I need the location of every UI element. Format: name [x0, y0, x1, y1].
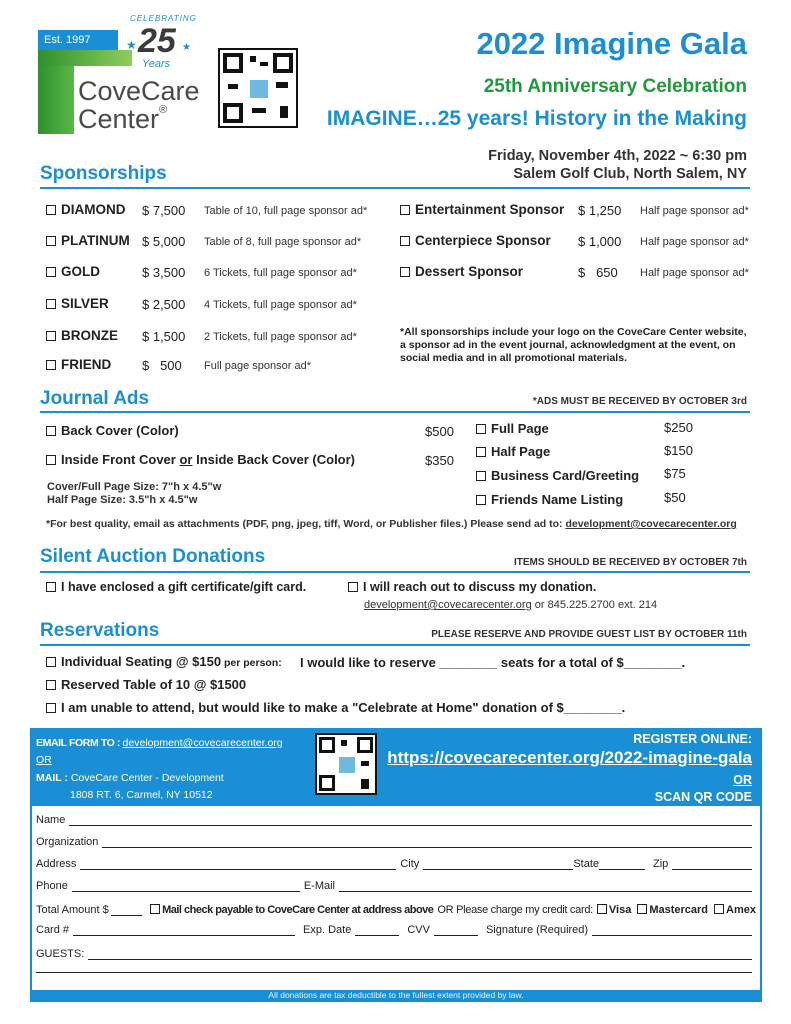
- name-field[interactable]: Name: [36, 814, 752, 826]
- sponsor-desc: Half page sponsor ad*: [640, 236, 749, 248]
- address-field[interactable]: [80, 858, 396, 870]
- sponsor-price: $ 5,000: [142, 234, 186, 249]
- exp-date-field[interactable]: [355, 924, 399, 936]
- logo-covecare: CoveCare: [78, 76, 200, 106]
- email-form-to: EMAIL FORM TO : development@covecarecenter.org: [36, 737, 283, 749]
- organization-field[interactable]: Organization: [36, 836, 752, 848]
- ad-business-card[interactable]: Business Card/Greeting: [476, 468, 639, 483]
- star-icon: ★: [182, 42, 191, 53]
- auction-deadline: ITEMS SHOULD BE RECEIVED BY OCTOBER 7th: [514, 557, 747, 568]
- checkbox[interactable]: [597, 904, 607, 914]
- reservations-heading: Reservations: [40, 620, 160, 641]
- signature-field[interactable]: [592, 924, 752, 936]
- logo: [38, 14, 200, 138]
- registration-panel: [30, 728, 762, 1002]
- auction-reach-out[interactable]: I will reach out to discuss my donation.: [348, 580, 596, 594]
- checkbox[interactable]: [46, 426, 56, 436]
- checkbox[interactable]: [46, 703, 56, 713]
- checkbox[interactable]: [46, 680, 56, 690]
- mail-address: 1808 RT. 6, Carmel, NY 10512: [70, 789, 213, 801]
- ad-price: $350: [425, 453, 454, 468]
- est-badge: Est. 1997: [38, 30, 118, 50]
- checkbox[interactable]: [637, 904, 647, 914]
- tax-note: All donations are tax deductible to the fullest extent provided by law.: [268, 990, 524, 1000]
- divider: [40, 187, 750, 189]
- sponsor-desc: 4 Tickets, full page sponsor ad*: [204, 299, 357, 311]
- phone-row: Phone E-Mail: [36, 880, 752, 892]
- sponsor-desc: Table of 10, full page sponsor ad*: [204, 205, 368, 217]
- event-date: Friday, November 4th, 2022 ~ 6:30 pm: [488, 148, 747, 164]
- checkbox[interactable]: [476, 471, 486, 481]
- logo-mark-top: [38, 50, 132, 66]
- sponsor-desc: Full page sponsor ad*: [204, 360, 312, 372]
- checkbox[interactable]: [46, 582, 56, 592]
- checkbox[interactable]: [46, 267, 56, 277]
- checkbox[interactable]: [46, 455, 56, 465]
- checkbox[interactable]: [400, 267, 410, 277]
- ad-price: $50: [664, 490, 686, 505]
- auction-gift-certificate[interactable]: I have enclosed a gift certificate/gift card.: [46, 580, 306, 594]
- checkbox[interactable]: [476, 424, 486, 434]
- visa-option[interactable]: Visa: [597, 902, 631, 916]
- checkbox[interactable]: [46, 205, 56, 215]
- ad-price: $500: [425, 424, 454, 439]
- celebrating-text: CELEBRATING: [130, 14, 197, 23]
- ad-friends-listing[interactable]: Friends Name Listing: [476, 492, 623, 507]
- sponsorship-note: *All sponsorships include your logo on the CoveCare Center website, a sponsor ad in the event journal, acknowledgment at the event, on social media and in all promotional materials.: [400, 326, 747, 364]
- reserved-table[interactable]: Reserved Table of 10 @ $1500: [46, 677, 246, 692]
- city-field[interactable]: [423, 858, 573, 870]
- address-row: Address City State Zip: [36, 858, 752, 870]
- journal-footnote: *For best quality, email as attachments (PDF, png, jpeg, tiff, Word, or Publisher files.) Please send ad to: development@covecarecenter.org: [46, 518, 737, 530]
- checkbox[interactable]: [476, 495, 486, 505]
- journal-deadline: *ADS MUST BE RECEIVED BY OCTOBER 3rd: [532, 396, 747, 407]
- checkbox[interactable]: [476, 447, 486, 457]
- sponsor-desc: Half page sponsor ad*: [640, 205, 749, 217]
- sponsor-price: $ 500: [142, 358, 182, 373]
- payment-row: Total Amount $ Mail check payable to CoveCare Center at address above OR Please charge my credit card: Visa Mastercard Amex: [36, 904, 756, 916]
- cvv-field[interactable]: [434, 924, 478, 936]
- individual-seating[interactable]: Individual Seating @ $150 per person:: [46, 654, 282, 669]
- register-online-label: REGISTER ONLINE:: [633, 732, 752, 746]
- qr-code[interactable]: [315, 733, 377, 795]
- tagline: IMAGINE…25 years! History in the Making: [326, 107, 747, 130]
- checkbox[interactable]: [46, 299, 56, 309]
- journal-email-link[interactable]: development@covecarecenter.org: [565, 518, 737, 530]
- auction-heading: Silent Auction Donations: [40, 546, 266, 567]
- state-field[interactable]: [599, 858, 645, 870]
- sponsor-price: $ 2,500: [142, 297, 186, 312]
- form-email-link[interactable]: development@covecarecenter.org: [122, 737, 283, 749]
- ad-price: $250: [664, 420, 693, 435]
- checkbox[interactable]: [46, 236, 56, 246]
- or-text: OR: [733, 773, 752, 787]
- divider: [40, 571, 750, 573]
- register-url-link[interactable]: https://covecarecenter.org/2022-imagine-gala: [387, 748, 752, 767]
- or-text: OR: [36, 754, 52, 766]
- sponsor-dessert[interactable]: Dessert Sponsor: [400, 264, 523, 279]
- reserve-seats-text: I would like to reserve ________ seats for a total of $________.: [300, 655, 686, 670]
- sponsor-platinum[interactable]: PLATINUM: [46, 233, 130, 248]
- checkbox[interactable]: [348, 582, 358, 592]
- sponsor-price: $ 3,500: [142, 265, 186, 280]
- mastercard-option[interactable]: Mastercard: [637, 902, 708, 916]
- mail-to: MAIL : CoveCare Center - Development: [36, 772, 224, 784]
- divider: [40, 644, 750, 646]
- sponsor-price: $ 1,250: [578, 203, 622, 218]
- sponsor-desc: 6 Tickets, full page sponsor ad*: [204, 267, 357, 279]
- sponsor-silver[interactable]: SILVER: [46, 296, 109, 311]
- ad-back-cover[interactable]: Back Cover (Color): [46, 423, 179, 438]
- ad-price: $75: [664, 466, 686, 481]
- divider: [40, 411, 750, 413]
- ad-price: $150: [664, 443, 693, 458]
- page-title: 2022 Imagine Gala: [476, 26, 747, 61]
- celebrate-at-home[interactable]: I am unable to attend, but would like to make a "Celebrate at Home" donation of $________.: [46, 700, 625, 715]
- sponsor-entertainment[interactable]: Entertainment Sponsor: [400, 202, 564, 217]
- ad-half-page[interactable]: Half Page: [476, 444, 550, 459]
- sponsor-desc: Table of 8, full page sponsor ad*: [204, 236, 362, 248]
- reservations-deadline: PLEASE RESERVE AND PROVIDE GUEST LIST BY OCTOBER 11th: [431, 629, 747, 640]
- checkbox[interactable]: [46, 331, 56, 341]
- guests-field-line2[interactable]: [36, 972, 752, 973]
- auction-contact: development@covecarecenter.org or 845.225.2700 ext. 214: [364, 599, 658, 611]
- card-row: Card # Exp. Date CVV Signature (Required): [36, 924, 752, 936]
- sponsor-desc: Half page sponsor ad*: [640, 267, 749, 279]
- journal-heading: Journal Ads: [40, 388, 150, 409]
- sponsor-desc: 2 Tickets, full page sponsor ad*: [204, 331, 357, 343]
- ad-inside-cover[interactable]: Inside Front Cover or Inside Back Cover (Color): [46, 452, 355, 467]
- form-area: [32, 806, 760, 990]
- event-venue: Salem Golf Club, North Salem, NY: [513, 166, 747, 182]
- phone-field[interactable]: [72, 880, 300, 892]
- amex-option[interactable]: Amex: [714, 902, 756, 916]
- sponsor-gold[interactable]: GOLD: [46, 264, 100, 279]
- anniversary-number: 25: [138, 22, 176, 60]
- checkbox[interactable]: [714, 904, 724, 914]
- sponsor-centerpiece[interactable]: Centerpiece Sponsor: [400, 233, 551, 248]
- sponsor-price: $ 650: [578, 265, 618, 280]
- checkbox[interactable]: [400, 236, 410, 246]
- ad-size-half: Half Page Size: 3.5"h x 4.5"w: [47, 494, 198, 506]
- sponsorships-heading: Sponsorships: [40, 163, 167, 184]
- sponsor-bronze[interactable]: BRONZE: [46, 328, 118, 343]
- checkbox[interactable]: [150, 904, 160, 914]
- star-icon: ★: [126, 38, 137, 52]
- guests-field[interactable]: GUESTS:: [36, 948, 752, 960]
- card-number-field[interactable]: [73, 924, 295, 936]
- email-field[interactable]: [339, 880, 752, 892]
- subtitle: 25th Anniversary Celebration: [483, 76, 747, 97]
- qr-code[interactable]: [218, 48, 298, 128]
- sponsor-friend[interactable]: FRIEND: [46, 357, 111, 372]
- total-amount-field[interactable]: [111, 904, 142, 916]
- checkbox[interactable]: [400, 205, 410, 215]
- auction-email-link[interactable]: development@covecarecenter.org: [364, 599, 532, 611]
- zip-field[interactable]: [672, 858, 752, 870]
- ad-size-full: Cover/Full Page Size: 7"h x 4.5"w: [47, 481, 222, 493]
- sponsor-price: $ 1,500: [142, 329, 186, 344]
- sponsor-price: $ 1,000: [578, 234, 622, 249]
- years-text: Years: [142, 58, 171, 70]
- logo-center: Center®: [78, 104, 168, 134]
- ad-full-page[interactable]: Full Page: [476, 421, 549, 436]
- sponsor-price: $ 7,500: [142, 203, 186, 218]
- checkbox[interactable]: [46, 360, 56, 370]
- scan-qr-label: SCAN QR CODE: [654, 790, 752, 804]
- checkbox[interactable]: [46, 657, 56, 667]
- sponsor-diamond[interactable]: DIAMOND: [46, 202, 126, 217]
- mail-check-option[interactable]: Mail check payable to CoveCare Center at address above: [150, 902, 433, 916]
